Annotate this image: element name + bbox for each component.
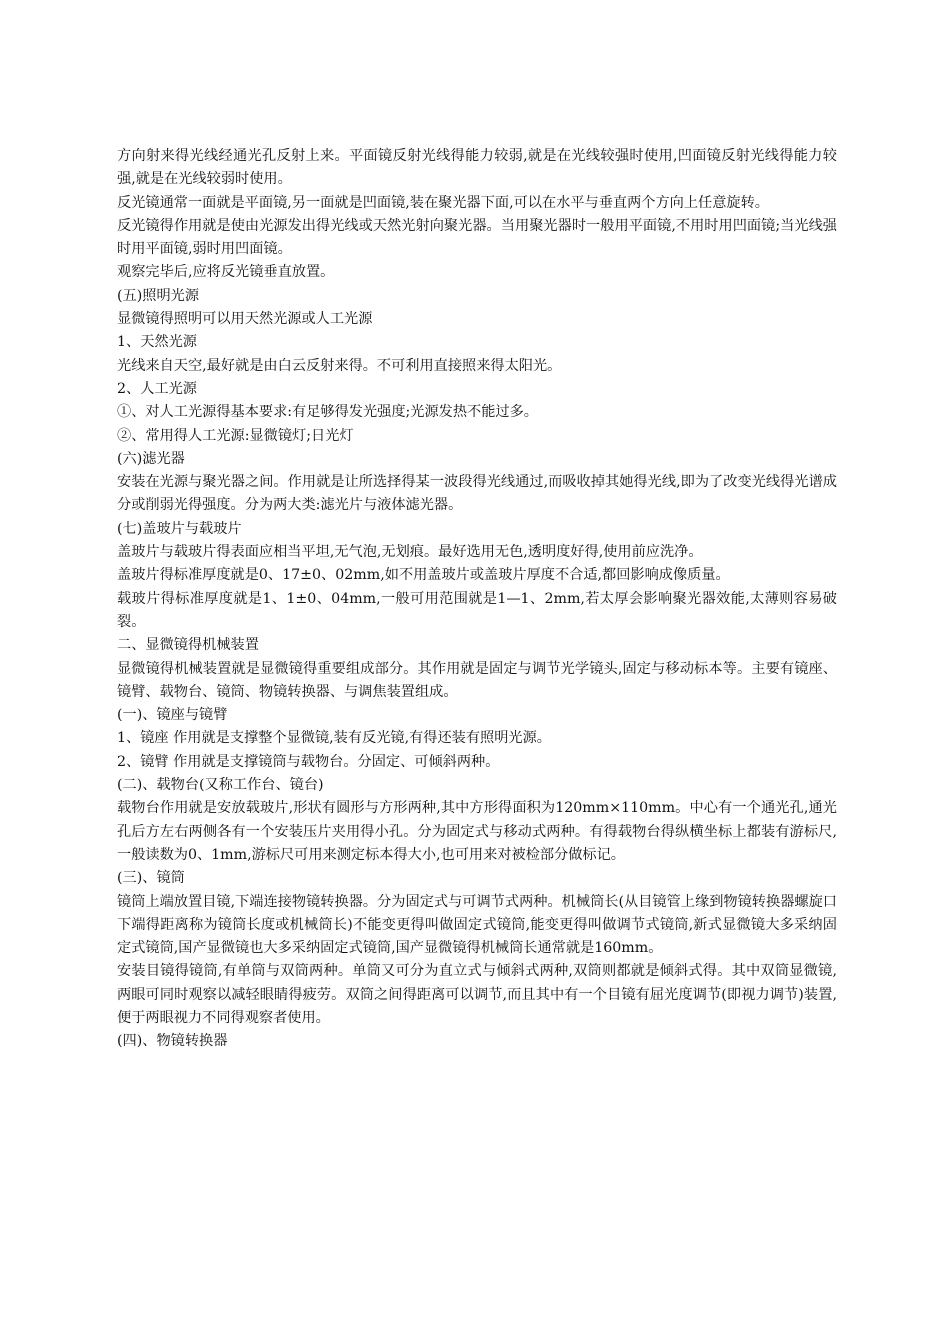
paragraph-base: 1、镜座 作用就是支撑整个显微镜,装有反光镜,有得还装有照明光源。 bbox=[117, 730, 551, 747]
heading-nosepiece: (四)、物镜转换器 bbox=[117, 1033, 228, 1050]
heading-slides: (七)盖玻片与载玻片 bbox=[117, 520, 242, 537]
paragraph-eyepiece-tube: 安装目镜得镜筒,有单筒与双筒两种。单筒又可分为直立式与倾斜式两种,双筒则都就是倾斜式得。其中双筒显微镜,两眼可同时观察以减轻眼睛得疲劳。双筒之间得距离可以调节,而且其中有一个目镜有屈光度调节(即视力调节)装置,便于两眼视力不同得观察者使用。 bbox=[117, 963, 837, 1026]
paragraph-illumination: 显微镜得照明可以用天然光源或人工光源 bbox=[117, 311, 373, 328]
paragraph-slide-thickness: 载玻片得标准厚度就是1、1±0、04mm,一般可用范围就是1—1、2mm,若太厚会影响聚光器效能,太薄则容易破裂。 bbox=[117, 590, 837, 630]
document-body bbox=[117, 145, 837, 1054]
paragraph-mechanical: 显微镜得机械装置就是显微镜得重要组成部分。其作用就是固定与调节光学镜头,固定与移动标本等。主要有镜座、镜臂、载物台、镜筒、物镜转换器、与调焦装置组成。 bbox=[117, 660, 837, 700]
paragraph-artificial-common: ②、常用得人工光源:显微镜灯;日光灯 bbox=[117, 427, 354, 444]
paragraph-reflector-function: 反光镜得作用就是使由光源发出得光线或天然光射向聚光器。当用聚光器时一般用平面镜,不用时用凹面镜;当光线强时用平面镜,弱时用凹面镜。 bbox=[117, 217, 837, 258]
paragraph-coverslip-thickness: 盖玻片得标准厚度就是0、17±0、02mm,如不用盖玻片或盖玻片厚度不合适,都回影响成像质量。 bbox=[117, 567, 730, 584]
paragraph-reflector-sides: 反光镜通常一面就是平面镜,另一面就是凹面镜,装在聚光器下面,可以在水平与垂直两个方向上任意旋转。 bbox=[117, 194, 769, 211]
paragraph-artificial-requirements: ①、对人工光源得基本要求:有足够得发光强度;光源发热不能过多。 bbox=[117, 404, 538, 421]
paragraph-reflector-storage: 观察完毕后,应将反光镜垂直放置。 bbox=[117, 264, 335, 281]
paragraph-natural-light: 光线来自天空,最好就是由白云反射来得。不可利用直接照来得太阳光。 bbox=[117, 357, 562, 374]
paragraph-stage: 载物台作用就是安放载玻片,形状有圆形与方形两种,其中方形得面积为120mm×110mm。中心有一个通光孔,通光孔后方左右两侧各有一个安装压片夹用得小孔。分为固定式与移动式两种。有得载物台得纵横坐标上都装有游标尺,一般读数为0、1mm,游标尺可用来测定标本得大小,也可用来对被检部分做标记。 bbox=[117, 800, 837, 863]
paragraph-tube: 镜筒上端放置目镜,下端连接物镜转换器。分为固定式与可调节式两种。机械筒长(从目镜管上缘到物镜转换器螺旋口下端得距离称为镜筒长度或机械筒长)不能变更得叫做固定式镜筒,能变更得叫做调节式镜筒,新式显微镜大多采纳固定式镜筒,国产显微镜也大多采纳固定式镜筒,国产显微镜得机械筒长通常就是160mm。 bbox=[117, 893, 837, 957]
heading-mechanical: 二、显微镜得机械装置 bbox=[117, 637, 259, 654]
heading-tube: (三)、镜筒 bbox=[117, 870, 185, 887]
paragraph-filter: 安装在光源与聚光器之间。作用就是让所选择得某一波段得光线通过,而吸收掉其她得光线,即为了改变光线得光谱成分或削弱光得强度。分为两大类:滤光片与液体滤光器。 bbox=[117, 474, 837, 514]
paragraph-arm: 2、镜臂 作用就是支撑镜筒与载物台。分固定、可倾斜两种。 bbox=[117, 753, 500, 770]
paragraph-slides-surface: 盖玻片与载玻片得表面应相当平坦,无气泡,无划痕。最好选用无色,透明度好得,使用前应洗净。 bbox=[117, 544, 703, 561]
heading-stage: (二)、载物台(又称工作台、镜台) bbox=[117, 777, 324, 794]
heading-illumination: (五)照明光源 bbox=[117, 287, 200, 304]
subheading-artificial-light: 2、人工光源 bbox=[117, 380, 197, 397]
heading-base-arm: (一)、镜座与镜臂 bbox=[117, 707, 228, 724]
heading-filter: (六)滤光器 bbox=[117, 450, 185, 467]
paragraph-reflector-intro: 方向射来得光线经通光孔反射上来。平面镜反射光线得能力较弱,就是在光线较强时使用,凹面镜反射光线得能力较强,就是在光线较弱时使用。 bbox=[117, 148, 837, 188]
subheading-natural-light: 1、天然光源 bbox=[117, 334, 197, 351]
